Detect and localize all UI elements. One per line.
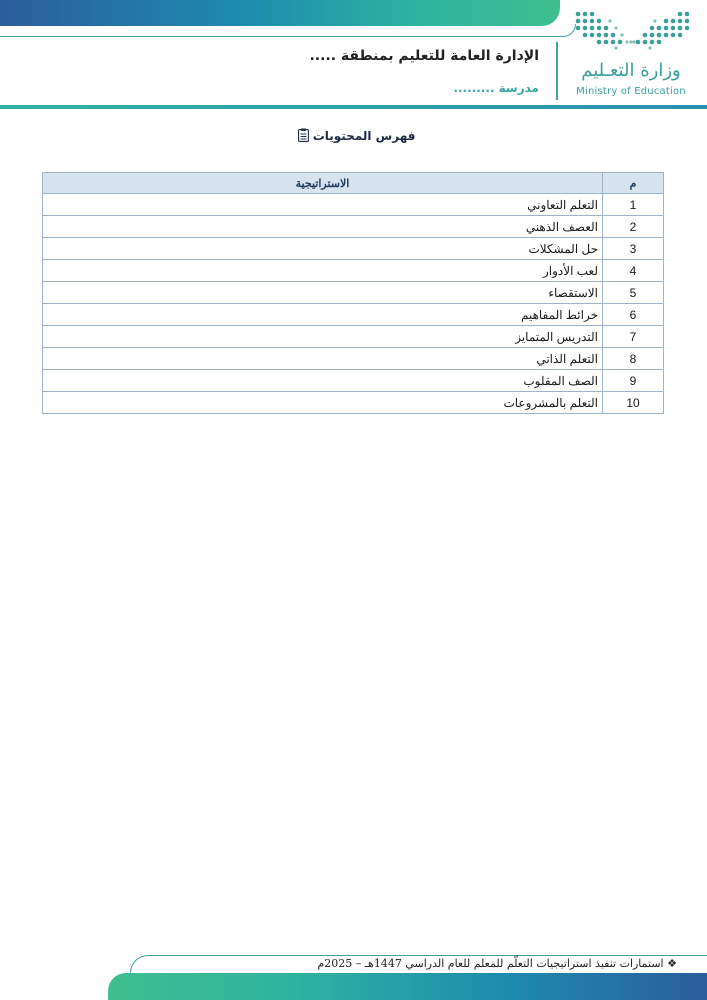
table-row (43, 216, 664, 238)
header-divider (556, 42, 558, 100)
row-number: 1 (603, 194, 664, 216)
row-number: 4 (603, 260, 664, 282)
table-row (43, 194, 664, 216)
row-number: 7 (603, 326, 664, 348)
row-strategy-name: التعلم الذاتي (43, 348, 603, 370)
table-row (43, 282, 664, 304)
row-number: 8 (603, 348, 664, 370)
row-strategy-name: التدريس المتمايز (43, 326, 603, 348)
table-row (43, 326, 664, 348)
logo-english-text: Ministry of Education (576, 86, 686, 97)
table-row (43, 304, 664, 326)
logo-arabic-text: وزارة التعـليم (581, 60, 681, 81)
footer-caption (317, 957, 677, 970)
row-strategy-name: الاستقصاء (43, 282, 603, 304)
toc-heading (0, 128, 707, 145)
footer-bullet-icon: ❖ (667, 957, 677, 970)
directorate-title: الإدارة العامة للتعليم بمنطقة ..... (309, 48, 539, 64)
row-number: 3 (603, 238, 664, 260)
footer-text: استمارات تنفيذ استراتيجيات التعلّم للمعلم للعام الدراسي 1447هـ – 2025م (317, 957, 664, 970)
top-band-outline (0, 24, 576, 37)
row-number: 6 (603, 304, 664, 326)
table-row (43, 370, 664, 392)
row-strategy-name: التعلم بالمشروعات (43, 392, 603, 414)
table-row (43, 260, 664, 282)
row-number: 9 (603, 370, 664, 392)
row-number: 10 (603, 392, 664, 414)
school-name: مدرسة ......... (453, 81, 539, 95)
table-row (43, 392, 664, 414)
column-header-strategy: الاستراتيجية (43, 173, 603, 194)
column-header-number: م (603, 173, 664, 194)
row-strategy-name: التعلم التعاوني (43, 194, 603, 216)
row-strategy-name: لعب الأدوار (43, 260, 603, 282)
row-strategy-name: حل المشكلات (43, 238, 603, 260)
row-number: 5 (603, 282, 664, 304)
table-row (43, 348, 664, 370)
row-strategy-name: الصف المقلوب (43, 370, 603, 392)
document-list-icon (298, 128, 309, 145)
table-row (43, 238, 664, 260)
header-separator (0, 105, 707, 109)
row-number: 2 (603, 216, 664, 238)
row-strategy-name: خرائط المفاهيم (43, 304, 603, 326)
bottom-decorative-band (108, 973, 707, 1000)
toc-table (42, 172, 664, 414)
table-header-row (43, 173, 664, 194)
row-strategy-name: العصف الذهني (43, 216, 603, 238)
toc-title-text: فهرس المحتويات (312, 129, 416, 143)
top-decorative-band (0, 0, 560, 26)
